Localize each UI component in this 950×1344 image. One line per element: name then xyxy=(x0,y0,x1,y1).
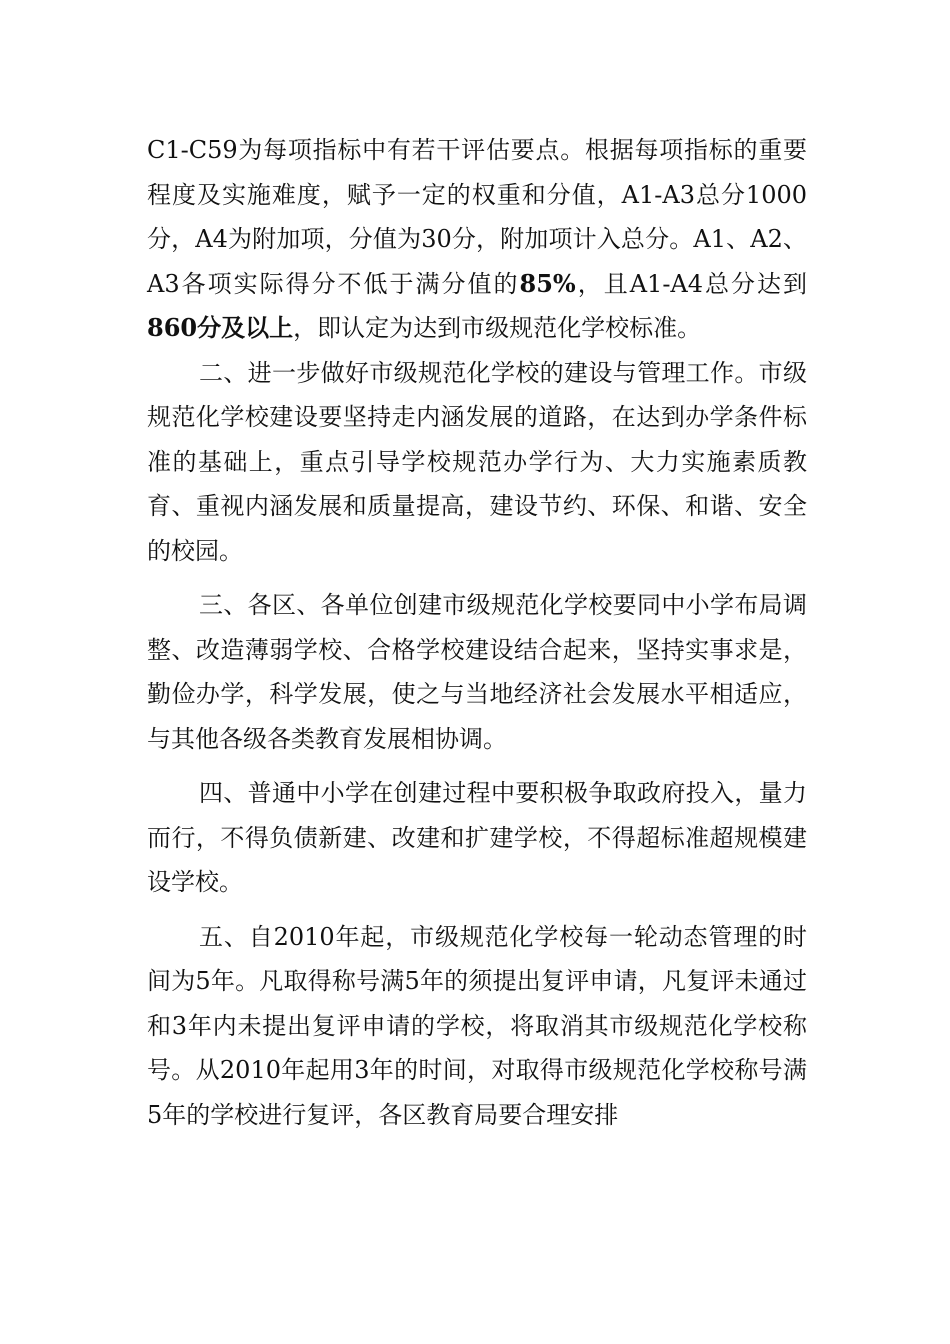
document-page xyxy=(147,128,807,1137)
paragraph-section-2: 二、进一步做好市级规范化学校的建设与管理工作。市级规范化学校建设要坚持走内涵发展的道路，在达到办学条件标准的基础上，重点引导学校规范办学行为、大力实施素质教育、重视内涵发展和质量提高，建设节约、环保、和谐、安全的校园。 xyxy=(147,358,807,565)
paragraph-section-3: 三、各区、各单位创建市级规范化学校要同中小学布局调整、改造薄弱学校、合格学校建设结合起来，坚持实事求是，勤俭办学，科学发展，使之与当地经济社会发展水平相适应，与其他各级各类教育发展相协调。 xyxy=(147,591,807,753)
text-segment: ，即认定为达到市级规范化学校标准。 xyxy=(293,314,702,342)
threshold-score: 860分及以上 xyxy=(147,313,294,342)
threshold-percent: 85% xyxy=(519,268,576,298)
paragraph-section-4: 四、普通中小学在创建过程中要积极争取政府投入，量力而行，不得负债新建、改建和扩建学校，不得超标准超规模建设学校。 xyxy=(147,779,807,896)
paragraph-section-5: 五、自2010年起，市级规范化学校每一轮动态管理的时间为5年。凡取得称号满5年的须提出复评申请，凡复评未通过和3年内未提出复评申请的学校，将取消其市级规范化学校称号。从2010年起用3年的时间，对取得市级规范化学校称号满5年的学校进行复评，各区教育局要合理安排 xyxy=(147,922,807,1129)
text-segment: C1-C59为每项指标中有若干评估要点。根据每项指标的重要程度及实施难度，赋予一定的权重和分值，A1-A3总分1000分，A4为附加项，分值为30分，附加项计入总分。A1、A2、A3各项实际得分不低于满分值的 xyxy=(147,136,807,298)
text-segment: ，且A1-A4总分达到 xyxy=(575,269,808,298)
paragraph-scoring-rules xyxy=(147,128,807,351)
